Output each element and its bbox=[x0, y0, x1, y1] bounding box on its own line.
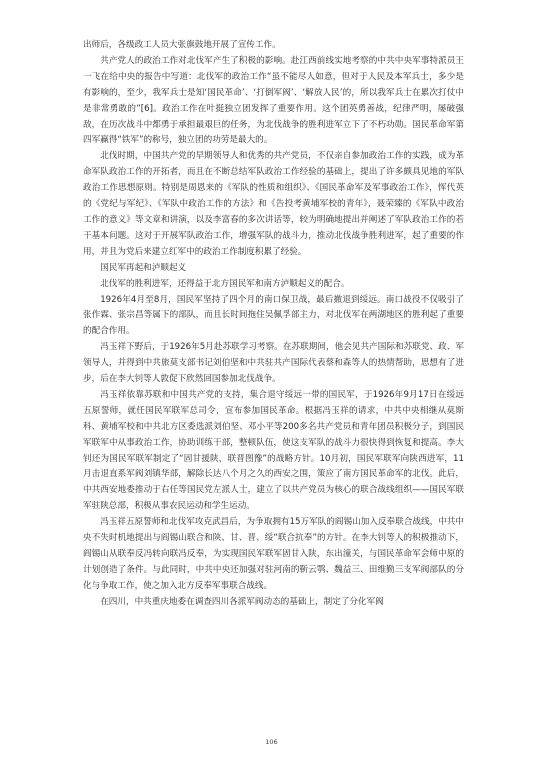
paragraph-2: 共产党人的政治工作对北伐军产生了积极的影响。赴江西前线实地考察的中共中央军事特派员王一飞在给中央的报告中写道：北伐军的政治工作“虽不能尽人如意，但对于人民及本军兵士，多少是有影响的，至少，我军兵士是知‘国民革命’、‘打倒军阀’、‘解放人民’的，所以我军兵士在累次打仗中是非常勇敢的”[6]。政治工作在叶挺独立团发挥了重要作用。这个团英勇善战，纪律严明，屡破强敌，在历次战斗中都勇于承担最艰巨的任务，为北伐战争的胜利进军立下了不朽功勋。国民革命军第四军赢得“铁军”的称号，独立团的功劳是最大的。 bbox=[83, 55, 464, 146]
paragraph-9: 在四川，中共重庆地委在调查四川各派军阀动态的基础上，制定了分化军阀 bbox=[100, 596, 384, 607]
paragraph-7: 冯玉祥依靠苏联和中国共产党的支持，集合退守绥远一带的国民军，于1926年9月17日在绥远五原誓师，就任国民军联军总司令，宣布参加国民革命。根据冯玉祥的请求，中共中央相继从莫斯科、黄埔军校和中共北方区委选派刘伯坚、邓小平等200多名共产党员和青年团员积极分子，到国民军联军中从事政治工作，协助训练干部，整顿队伍，使这支军队的战斗力很快得到恢复和提高。李大钊还为国民军联军制定了“固甘援陕，联晋图豫”的战略方针。10月初，国民军联军向陕西进军，11月击退直系军阀刘镇华部，解除长达八个月之久的西安之围，策应了南方国民革命军的北伐。此后，中共西安地委推动于右任等国民党左派人士，建立了以共产党员为核心的联合战线组织——国民军联军驻陕总部，积极从事农民运动和学生运动。 bbox=[83, 389, 464, 512]
section-heading: 国民军再起和泸顺起义 bbox=[100, 262, 187, 273]
paragraph-6: 冯玉祥下野后，于1926年5月赴苏联学习考察。在苏联期间，他会见共产国际和苏联党、政、军领导人，并得到中共旅莫支部书记刘伯坚和中共驻共产国际代表蔡和森等人的热情帮助，思想有了进步，后在李大钊等人敦促下欣然回国参加北伐战争。 bbox=[83, 342, 464, 385]
page-number: 106 bbox=[265, 738, 278, 746]
paragraph-5: 1926年4月至8月，国民军坚持了四个月的南口保卫战，最后撤退到绥远。南口战役不仅吸引了张作霖、张宗昌等属下的部队，而且长时间拖住吴佩孚部主力，对北伐军在两湖地区的胜利起了重要的配合作用。 bbox=[83, 294, 464, 337]
paragraph-4: 北伐军的胜利进军，还得益于北方国民军和南方泸顺起义的配合。 bbox=[100, 278, 350, 289]
paragraph-1: 出师后，各级政工人员大张旗鼓地开展了宣传工作。 bbox=[83, 40, 281, 50]
paragraph-3: 北伐时期，中国共产党的早期领导人和优秀的共产党员，不仅亲自参加政治工作的实践，成为革命军队政治工作的开拓者，而且在不断总结军队政治工作经验的基础上，提出了许多颇具见地的军队政治工作思想原则。特别是周恩来的《军队的性质和组织》、《国民革命军及军事政治工作》，恽代英的《党纪与军纪》、《军队中政治工作的方法》和《告投考黄埔军校的青年》，聂荣臻的《军队中政治工作的意义》等文章和讲演，以及李富春的多次讲话等，较为明确地提出并阐述了军队政治工作的若干基本问题。这对于开展军队政治工作，增强军队的战斗力，推动北伐战争胜利进军，起了重要的作用，并且为党后来建立红军中的政治工作制度积累了经验。 bbox=[83, 151, 464, 257]
body-text bbox=[83, 38, 464, 611]
paragraph-8: 冯玉祥五原誓师和北伐军攻克武昌后，为争取拥有15万军队的阎锡山加入反奉联合战线，中共中央不失时机地提出与阎锡山联合和陕、甘、晋、绥“联合抗奉”的方针。在李大钊等人的积极推动下，阎锡山从联奉反冯转向联冯反奉，为实现国民军联军固甘入陕，东出潼关，与国民革命军会师中原的计划创造了条件。与此同时，中共中央还加强对驻河南的靳云鹗、魏益三、田维勤三支军阀部队的分化与争取工作，使之加入北方反奉军事联合战线。 bbox=[83, 517, 464, 591]
